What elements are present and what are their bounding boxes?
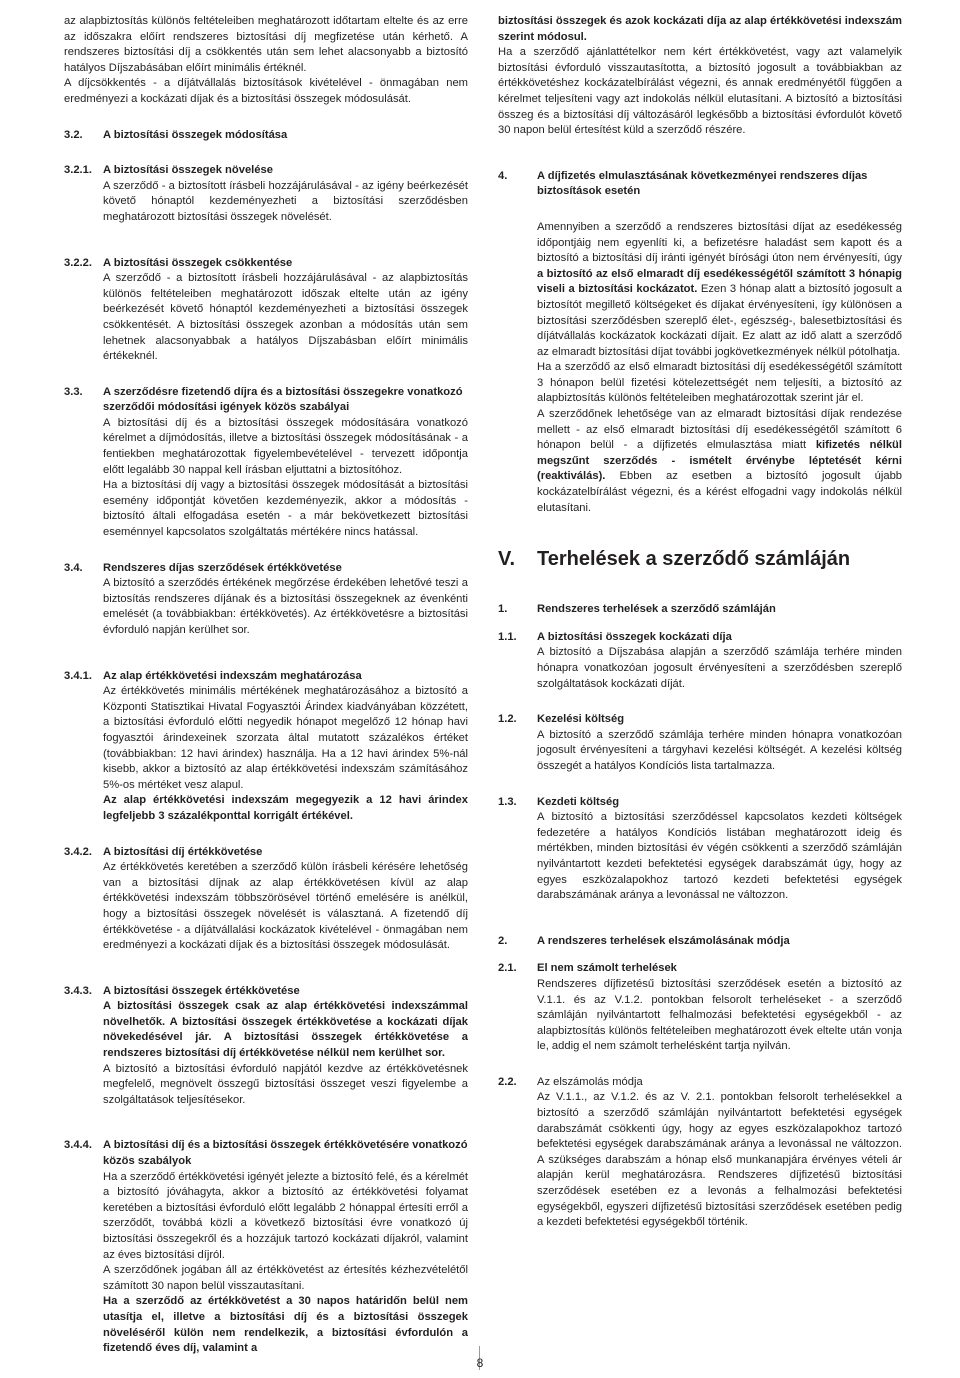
section-4-paragraph-2: Ha a szerződő az első elmaradt biztosítási díj esedékességétől számított 3 hónapon belül fizetési kötelezettségét nem teljesíti, a biztosító az alapbiztosítás különös feltételeiben meghatározottak szerint jár el. bbox=[537, 361, 902, 405]
section-title: A biztosítási összegek módosítása bbox=[103, 128, 288, 141]
section-number: 3.4.2. bbox=[64, 845, 92, 858]
section-text: Az értékkövetés minimális mértékének meghatározásához a biztosító a Központi Statisztikai Hivatal Fogyasztói Árindex kiadványában közzétett, a biztosítási évforduló előtti negyedik hónapot megelőző 12 hónap havi fogyasztói árindexeinek szorzata által mutatott százalékos értéket (továbbiakban: 12 havi árindex) használja. Ha a 12 havi árindex 5%-nál kisebb, akkor a biztosító az alap értékkövetési indexszám számításához 5%-os mértéket vesz alapul. bbox=[103, 685, 468, 791]
section-1 bbox=[498, 602, 902, 618]
section-title: El nem számolt terhelések bbox=[537, 962, 677, 975]
section-number: 4. bbox=[498, 169, 508, 182]
section-1-3 bbox=[498, 795, 902, 904]
section-title: A biztosítási díj értékkövetése bbox=[103, 845, 263, 858]
section-3-4-1 bbox=[64, 669, 468, 825]
section-4-paragraph-1 bbox=[537, 220, 902, 360]
section-text: A biztosító a biztosítási évforduló napjától kezdve az értékkövetésnek megfelelő, megnövelt összegű biztosítási összeget veszi figyelembe a szolgáltatások teljesítésekor. bbox=[103, 1062, 468, 1106]
section-title: A biztosítási díj és a biztosítási összegek értékkövetésére vonatkozó közös szabályok bbox=[103, 1139, 468, 1168]
section-title: Rendszeres díjas szerződések értékkövetése bbox=[103, 561, 342, 574]
section-text: A szerződő - a biztosított írásbeli hozzájárulásával - az igény beérkezését követő hónaptól kezdeményezheti a biztosítási szerződésben meghatározott biztosítási összegek növelését. bbox=[103, 179, 468, 223]
section-title: A biztosítási összegek értékkövetése bbox=[103, 984, 300, 997]
section-number: 1.1. bbox=[498, 630, 517, 643]
section-title: Rendszeres terhelések a szerződő számláján bbox=[537, 603, 776, 616]
paragraph-3-part-a: A szerződőnek lehetősége van az elmaradt biztosítási díjak rendezése mellett - az első elmaradt biztosítási díj esedékességétől számított 6 hónapon belül - a díjfizetés elmulasztása miatt bbox=[537, 408, 902, 452]
chapter-v-title bbox=[498, 546, 902, 572]
intro-paragraph-2: A díjcsökkentés - a díjátvállalás biztosítások kivételével - önmagában nem eredményezi a kockázati díjak és a biztosítási összegek módosulását. bbox=[64, 77, 468, 105]
section-1-2 bbox=[498, 712, 902, 774]
paragraph-3-part-c: Ebben az esetben a biztosító jogosult újabb kockázatelbírálást végezni, és a kérést elfogadni vagy indokolás nélkül elutasítani. bbox=[537, 470, 903, 514]
section-text-1: A biztosítási díj és a biztosítási összegek módosítására vonatkozó kérelmet a díjmódosítás, illetve a biztosítási összegek módosításának - a fentiekben meghatározottak figyelembevételével - tervezett időpontja előtt legalább 30 nappal kell írásban eljuttatni a biztosítóhoz. bbox=[103, 416, 468, 476]
section-title: Kezdeti költség bbox=[537, 795, 620, 808]
page-number: 8 bbox=[476, 1356, 484, 1370]
section-title: A biztosítási összegek kockázati díja bbox=[537, 630, 732, 643]
section-text: A biztosító a szerződés értékének megőrzése érdekében lehetővé teszi a biztosítás rendszeres díjának és a biztosítási összegeknek az évenkénti emelését (a továbbiakban: értékkövetés). Az értékkövetésre a biztosítási évforduló napján kerülhet sor. bbox=[103, 577, 468, 636]
section-3-4 bbox=[64, 561, 468, 639]
section-number: 3.3. bbox=[64, 385, 83, 398]
section-4-body bbox=[498, 220, 902, 516]
continuation-bold: biztosítási összegek és azok kockázati díja az alap értékkövetési indexszám szerint módosul. bbox=[498, 15, 902, 43]
section-number: 3.4.3. bbox=[64, 984, 92, 997]
section-number: 3.4.1. bbox=[64, 669, 92, 682]
section-3-4-4 bbox=[64, 1138, 468, 1356]
intro-paragraph-1: az alapbiztosítás különös feltételeiben meghatározott időtartam eltelte és az erre az időszakra előírt rendszeres biztosítási díj megfizetése után kérhető. A rendszeres biztosítási díj a csökkentés után sem lehet alacsonyabb a biztosító hatályos Díjszabásában előírt minimális értéknél. bbox=[64, 15, 468, 74]
chapter-title: Terhelések a szerződő számláján bbox=[537, 548, 851, 571]
section-number: 3.2.2. bbox=[64, 256, 92, 269]
section-3-4-2 bbox=[64, 845, 468, 954]
section-3-4-3 bbox=[64, 984, 468, 1109]
section-text-1: Ha a szerződő értékkövetési igényét jelezte a biztosító felé, és a kérelmét a biztosító jóváhagyta, akkor a biztosító az értékkövetési folyamat keretében a biztosítási évforduló előtt legalább 2 hónappal értesíti erről a szerződőt, továbbá közli a következő biztosítási évre vonatkozó új biztosítási összegekről és a hozzájuk tartozó kockázati díjakról, valamint az éves biztosítási díjról. bbox=[103, 1170, 468, 1261]
section-3-2-1 bbox=[64, 163, 468, 225]
section-4-paragraph-3 bbox=[537, 407, 902, 516]
section-3-3 bbox=[64, 385, 468, 541]
paragraph-3-part-b-bold: kifizetés nélkül megszűnt szerződés - ismételt érvénybe léptetését kérni (reaktiválás). bbox=[537, 439, 902, 483]
section-1-1 bbox=[498, 630, 902, 692]
section-2-2 bbox=[498, 1075, 902, 1231]
section-3-2-2 bbox=[64, 256, 468, 365]
section-number: 1.2. bbox=[498, 713, 517, 726]
section-number: 2. bbox=[498, 934, 508, 947]
paragraph-1-part-c: Ezen 3 hónap alatt a biztosító jogosult a biztosítót megillető költségeket és díjakat érvényesíteni, így különösen a biztosítási szerződésben szereplő élet-, egészség-, balesetbiztosítási és díjátvállalás kockázatok kockázati díjait. Ez alatt az idő alatt a szerződő az elmaradt biztosítási díjat további jogkövetkezmények nélkül pótolhatja. bbox=[537, 283, 903, 358]
section-number: 2.1. bbox=[498, 962, 517, 975]
right-continuation bbox=[498, 14, 902, 139]
section-number: 2.2. bbox=[498, 1075, 517, 1088]
section-number: 1. bbox=[498, 603, 508, 616]
section-number: 1.3. bbox=[498, 795, 517, 808]
continuation-text: Ha a szerződő ajánlattételkor nem kért értékkövetést, vagy azt valamelyik biztosítási évforduló visszautasította, a biztosító jogosult a továbbiakban az értékkövetéshez kockázatelbírálást végezni, és annak eredményétől függően a kérelmet teljesíteni vagy azt indokolás nélkül elutasítani. A biztosító a biztosítási összeg és a biztosítási díj változásáról legkésőbb a biztosítási évfordulót követő 30 napon belül értesítést küld a szerződő részére. bbox=[498, 46, 902, 137]
section-title: A rendszeres terhelések elszámolásának módja bbox=[537, 934, 790, 947]
section-text-bold: A biztosítási összegek csak az alap értékkövetési indexszámmal növelhetők. A biztosítási összegek értékkövetése a kockázati díjak növekedésével jár. A biztosítási összegek értékkövetése a rendszeres biztosítási díj értékkövetése nélkül nem kerülhet sor. bbox=[103, 1000, 468, 1060]
section-number: 3.4. bbox=[64, 561, 83, 574]
section-2-1 bbox=[498, 961, 902, 1055]
section-text: A biztosító a Díjszabása alapján a szerződő számlája terhére minden hónapra vonatkozóan jogosult érvényesíteni a szerződésben szereplő szolgáltatások kockázati díját. bbox=[537, 646, 902, 690]
left-column bbox=[64, 14, 468, 1357]
section-text-bold: Az alap értékkövetési indexszám megegyezik a 12 havi árindex legfeljebb 3 százalékponttal korrigált értékével. bbox=[103, 794, 468, 822]
section-number: 3.2. bbox=[64, 128, 83, 141]
section-text-2: Ha a biztosítási díj vagy a biztosítási összegek módosítását a biztosítási esemény időpontját követően kezdeményezik, akkor a módosítás - biztosító általi elfogadása esetén - a már bekövetkezett biztosítási eseménnyel kapcsolatos szolgáltatás mértékére nincs hatással. bbox=[103, 479, 468, 539]
section-4 bbox=[498, 169, 902, 200]
section-title: A biztosítási összegek növelése bbox=[103, 164, 273, 177]
section-text: Rendszeres díjfizetésű biztosítási szerződések esetén a biztosító az V.1.1. és az V.1.2. pontokban felsorolt terheléseket - a szerződő számláján nyilvántartott felhalmozási befektetési egységekből - az alapbiztosítás különös feltételeiben meghatározott évek eltelte után vonja le, addig el nem számolt terhelésként tartja nyilván. bbox=[537, 977, 902, 1053]
paragraph-1-part-a: Amennyiben a szerződő a rendszeres biztosítási díjat az esedékesség időpontjáig nem egyenlíti ki, a befizetésre haladást sem kapott és a biztosító a biztosítási díj iránti igényét bírósági úton nem érvényesíti, úgy bbox=[537, 220, 902, 265]
section-text: A biztosító a szerződő számlája terhére minden hónapra vonatkozóan jogosult érvényesíteni a tárgyhavi kezelési költségét. A kezelési költség összegét a hatályos Kondíciós lista tartalmazza. bbox=[537, 728, 902, 772]
section-2 bbox=[498, 934, 902, 950]
paragraph-1-part-b-bold: a biztosító az első elmaradt díj esedékességétől számított 3 hónapig viseli a biztosítási kockázatot. bbox=[537, 267, 902, 296]
section-title: A biztosítási összegek csökkentése bbox=[103, 256, 293, 269]
chapter-number: V. bbox=[498, 548, 516, 571]
section-number: 3.2.1. bbox=[64, 164, 92, 177]
section-title: Az elszámolás módja bbox=[537, 1075, 643, 1088]
section-number: 3.4.4. bbox=[64, 1139, 92, 1152]
section-text-bold: Ha a szerződő az értékkövetést a 30 napos határidőn belül nem utasítja el, illetve a biztosítási díj és a biztosítási összegek növeléséről külön nem rendelkezik, a biztosítási évfordulón a fizetendő éves díj, valamint a bbox=[103, 1295, 468, 1355]
section-title: A díjfizetés elmulasztásának következményei rendszeres díjas biztosítások esetén bbox=[537, 169, 868, 198]
right-column bbox=[498, 14, 902, 1231]
section-title: Az alap értékkövetési indexszám meghatározása bbox=[103, 669, 362, 682]
section-title: Kezelési költség bbox=[537, 713, 625, 726]
section-text: A biztosító a biztosítási szerződéssel kapcsolatos kezdeti költségek fedezetére a hatályos Kondíciós listában meghatározott ideig és mértékben, minden biztosítási év végén csökkenti a szerződő számláján nyilvántartott kezdeti befektetési egységek darabszámát úgy, hogy az egyes eszközalapokhoz tartozó kezdeti befektetési egységek darabszámának aránya a levonással ne változzon. bbox=[537, 811, 902, 902]
section-text: A szerződő - a biztosított írásbeli hozzájárulásával - az alapbiztosítás különös feltételeiben meghatározott időszak eltelte után az igény beérkezését követő hónaptól kezdeményezheti a biztosítási összegek csökkentését. A biztosítási összegek azonban a módosítás után sem lehetnek alacsonyabbak a hatályos Díjszabásban előírt minimális értékeknél. bbox=[103, 272, 468, 363]
section-text-2: A szerződőnek jogában áll az értékkövetést az értesítés kézhezvételétől számított 30 napon belül visszautasítani. bbox=[103, 1264, 468, 1292]
left-intro bbox=[64, 14, 468, 108]
section-3-2 bbox=[64, 128, 468, 144]
section-title: A szerződésre fizetendő díjra és a biztosítási összegekre vonatkozó szerződői módosítási igények közös szabályai bbox=[103, 385, 463, 414]
section-text: Az értékkövetés keretében a szerződő külön írásbeli kérésére lehetőség van a biztosítási díjnak az alap értékkövetésen kívül az alap értékkövetési indexszám többszörösével történő emelésére is anélkül, hogy a biztosítási összegek növelését is választaná. A fizetendő díj értékkövetése - a díjátvállalási kockázatok kivételével - önmagában nem eredményezi a kockázati díjak és a biztosítási összegek módosulását. bbox=[103, 861, 468, 952]
section-text: Az V.1.1., az V.1.2. és az V. 2.1. pontokban felsorolt terhelésekkel a biztosító a szerződő számláján nyilvántartott befektetési egységek darabszámát csökkenti úgy, hogy az egyes eszközalapokhoz tartozó befektetési egységek darabszámának aránya a levonással ne változzon. A szükséges darabszám a hónap első munkanapjára érvényes vételi ár alapján kerül meghatározásra. Rendszeres díjfizetésű biztosítási szerződések esetében ez a levonás a felhalmozási befektetési egységekből, egyszeri díjfizetésű biztosítási szerződések esetében pedig a kezdeti befektetési egységekből történik. bbox=[537, 1091, 902, 1229]
